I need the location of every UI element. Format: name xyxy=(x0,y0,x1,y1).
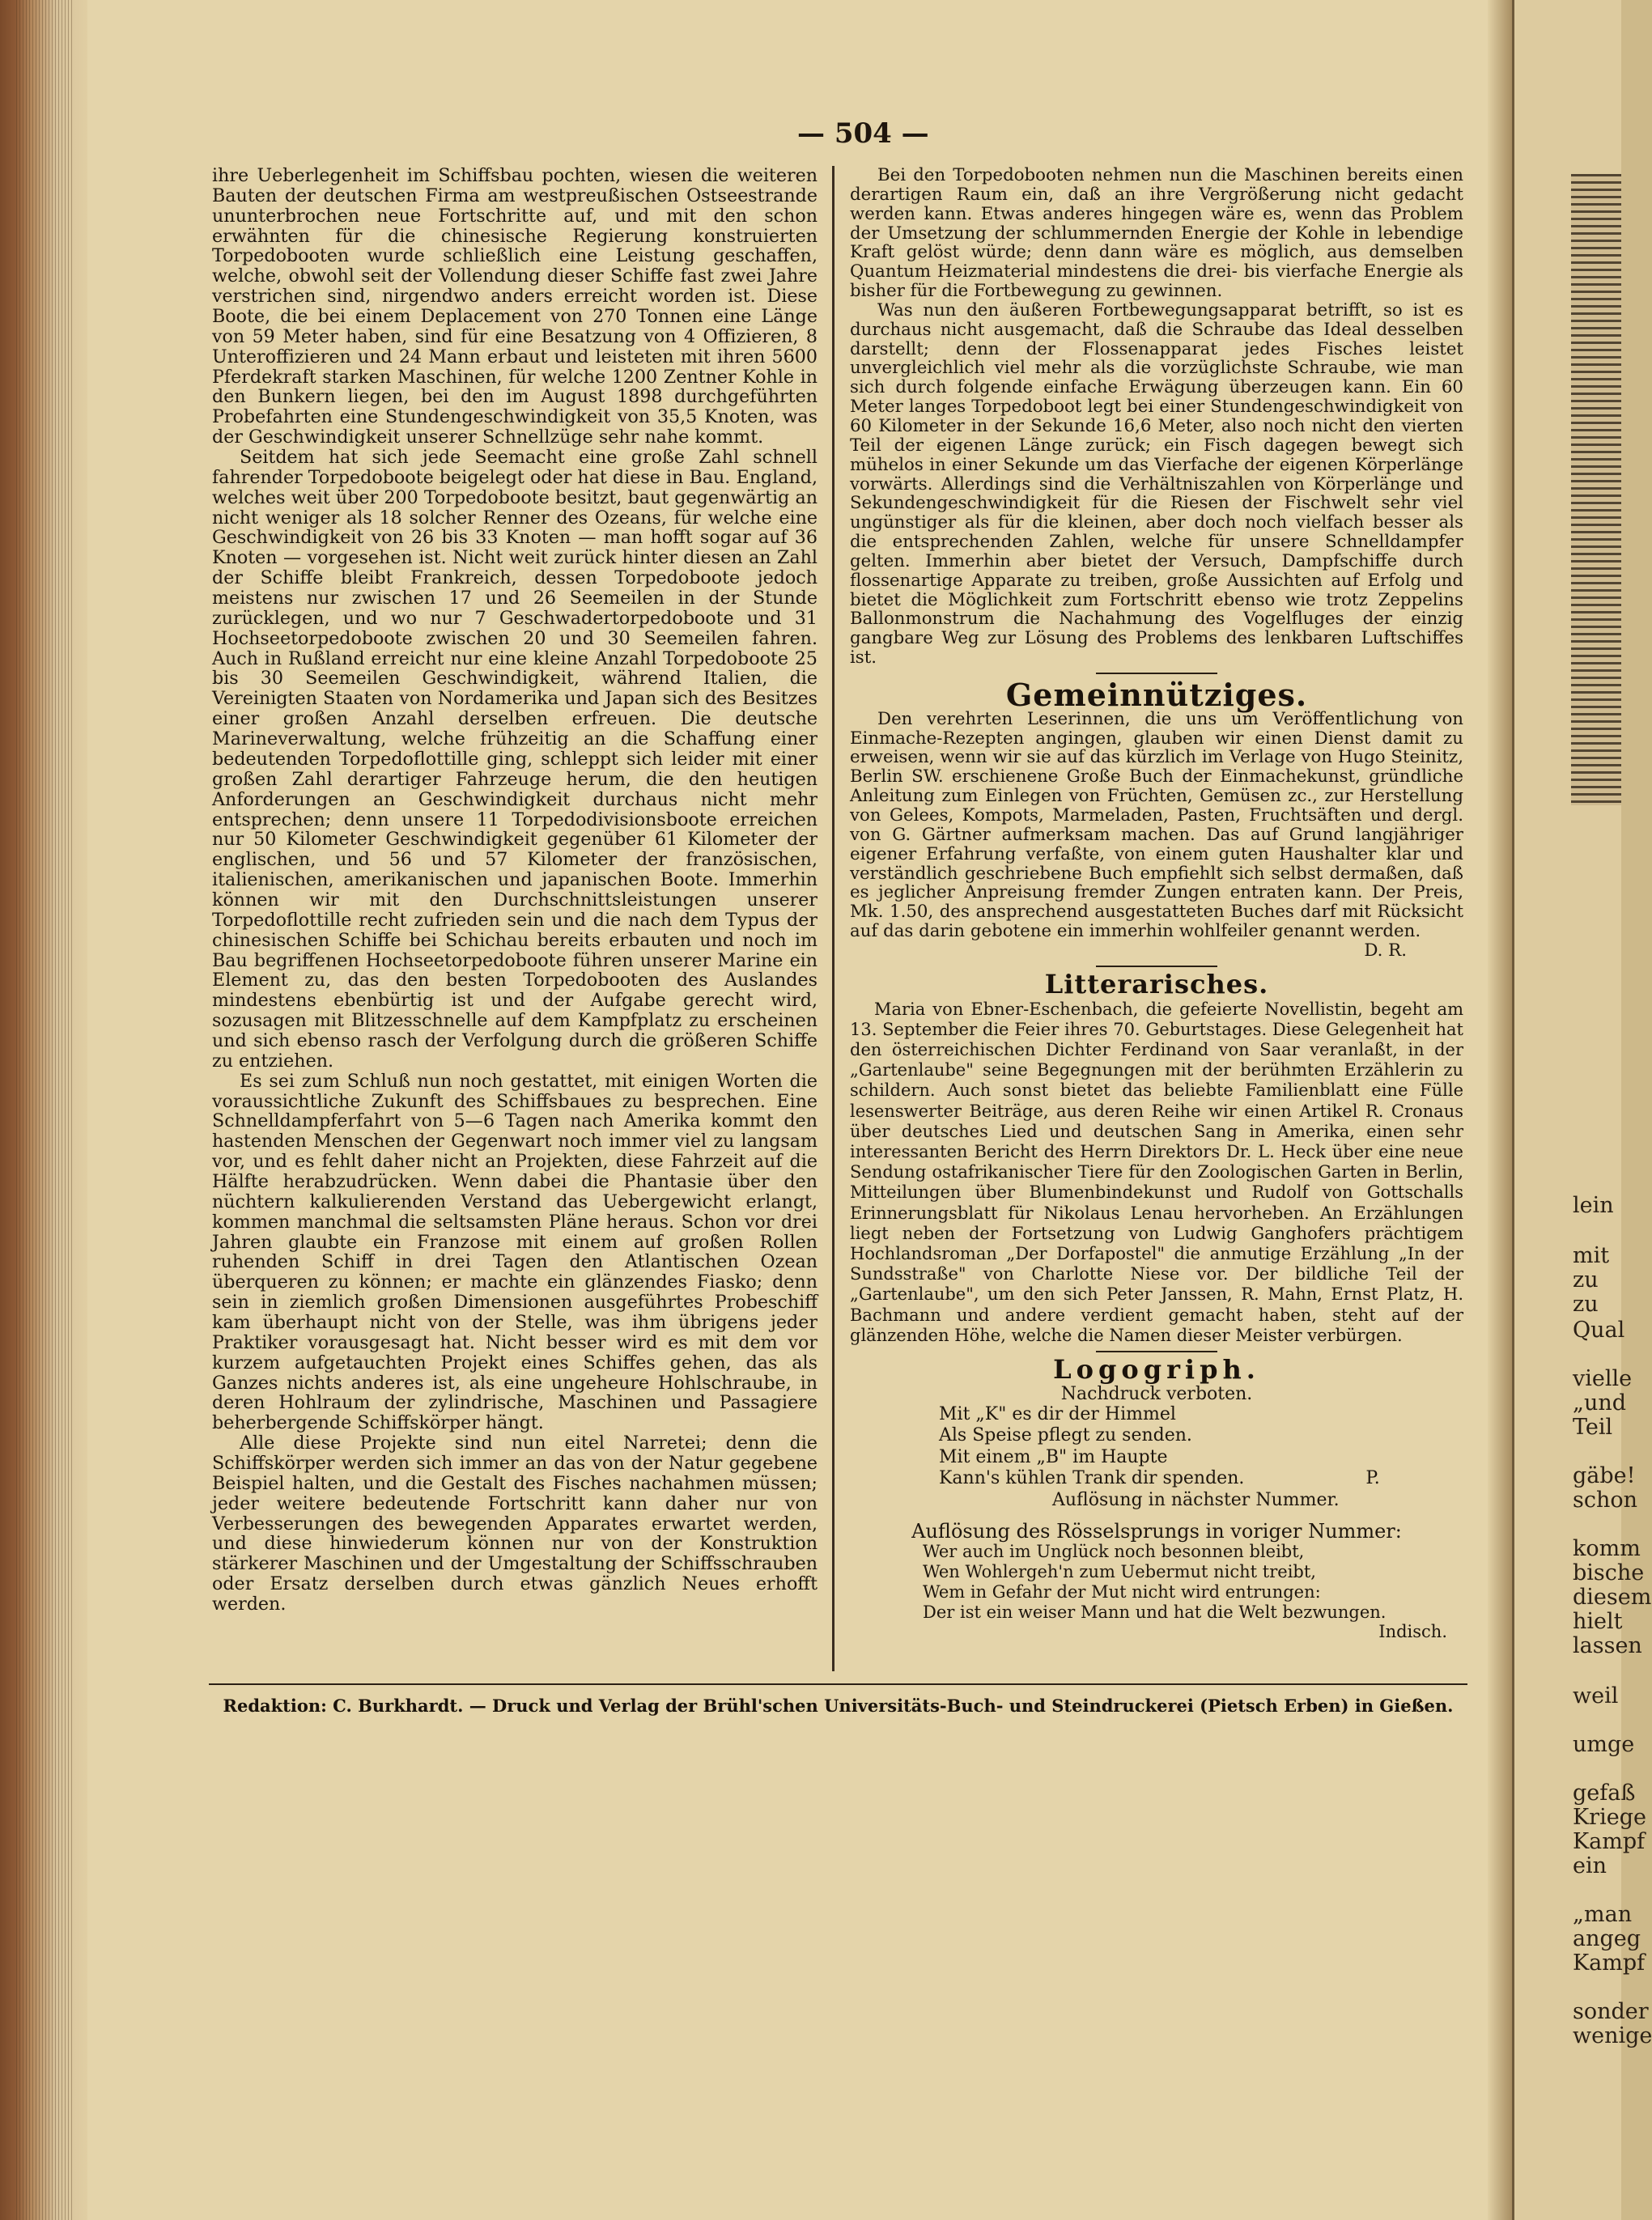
next-page-word: „und xyxy=(1573,1390,1627,1416)
next-page-word: schon xyxy=(1573,1488,1638,1513)
next-page-word: sonder xyxy=(1573,1999,1649,2024)
poem-line: Wen Wohlergeh'n zum Uebermut nicht treibt, xyxy=(923,1562,1316,1582)
section-rule xyxy=(1096,673,1217,674)
imprint-footer: Redaktion: C. Burkhardt. — Druck und Verlag der Brühl'schen Universitäts-Buch- und Steindruckerei (Pietsch Erben) in Gießen. xyxy=(223,1696,1454,1716)
next-page-word: bische xyxy=(1573,1560,1645,1585)
next-page-word: vielle xyxy=(1573,1366,1633,1391)
next-page-word: ein xyxy=(1573,1853,1607,1878)
next-page-word: Qual xyxy=(1573,1318,1625,1343)
paragraph: ihre Ueberlegenheit im Schiffsbau pochten, wiesen die weiteren Bauten der deutschen Firma am westpreußischen Ostseestrande ununterbrochen neue Fortschritte auf, und mit den schon erwähnten für die chinesische Regierung konstruierten Torpedobooten wurde schließlich eine Leistung geschaffen, welche, obwohl seit der Vollendung dieser Schiffe fast zwei Jahre verstrichen sind, nirgendwo anders erreicht worden ist. Diese Boote, die bei einem Deplacement von 270 Tonnen eine Länge von 59 Meter haben, sind für eine Besatzung von 4 Offizieren, 8 Unteroffizieren und 24 Mann erbaut und leisteten mit ihren 5600 Pferdekraft starken Maschinen, für welche 1200 Zentner Kohle in den Bunkern liegen, bei den im August 1898 durchgeführten Probefahrten eine Stundengeschwindigkeit von 35,5 Knoten, was der Geschwindigkeit unserer Schnellzüge sehr nahe kommt. xyxy=(212,165,818,448)
book-spine-left xyxy=(0,0,87,2220)
poem-line: Wer auch im Unglück noch besonnen bleibt, xyxy=(923,1542,1305,1562)
reprint-note: Nachdruck verboten. xyxy=(1060,1383,1253,1404)
solution-author: Indisch. xyxy=(1378,1622,1447,1642)
signature: D. R. xyxy=(1364,940,1407,961)
next-page-word: gäbe! xyxy=(1573,1463,1636,1488)
paragraph: Seitdem hat sich jede Seemacht eine große Zahl schnell fahrender Torpedoboote beigelegt oder hat diese in Bau. England, welches weit über 200 Torpedoboote besitzt, baut gegenwärtig an nicht weniger als 18 solcher Renner des Ozeans, für welche eine Geschwindigkeit von 26 bis 33 Knoten — man hofft sogar auf 36 Knoten — vorgesehen ist. Nicht weit zurück hinter diesen an Zahl der Schiffe bleibt Frankreich, dessen Torpedoboote jedoch meistens nur zwischen 17 und 26 Seemeilen in der Stunde zurücklegen, und wo nur 7 Geschwadertorpedoboote und 31 Hochseetorpedoboote zwischen 20 und 30 Seemeilen fahren. Auch in Rußland erreicht nur eine kleine Anzahl Torpedoboote 25 bis 30 Seemeilen Geschwindigkeit, während Italien, die Vereinigten Staaten von Nordamerika und Japan sich des Besitzes einer großen Anzahl derselben erfreuen. Die deutsche Marineverwaltung, welche frühzeitig an die Schaffung einer bedeutenden Torpedoflottille ging, schleppt sich leider mit einer großen Zahl derartiger Fahrzeuge herum, die den heutigen Anforderungen an Geschwindigkeit durchaus nicht mehr entsprechen; denn unsere 11 Torpedodivisionsboote erreichen nur 50 Kilometer Geschwindigkeit gegenüber 61 Kilometer der englischen, und 56 und 57 Kilometer der französischen, italienischen, amerikanischen und japanischen Boote. Immerhin können wir mit den Durchschnittsleistungen unserer Torpedoflottille recht zufrieden sein und die nach dem Typus der chinesischen Schiffe bei Schichau bereits erbauten und noch im Bau begriffenen Hochseetorpedoboote führen unserer Marine ein Element zu, das den besten Torpedobooten des Auslandes mindestens ebenbürtig ist und der Aufgabe gerecht wird, sozusagen mit Blitzesschnelle auf dem Kampfplatz zu erscheinen und sich ebenso rasch der Verfolgung durch die größeren Schiffe zu entziehen. xyxy=(212,447,818,1072)
paragraph: Es sei zum Schluß nun noch gestattet, mit einigen Worten die voraussichtliche Zukunft des Schiffsbaues zu besprechen. Eine Schnelldampferfahrt von 5—6 Tagen nach Amerika kommt den hastenden Menschen der Gegenwart noch immer viel zu langsam vor, und es fehlt daher nicht an Projekten, diese Fahrzeit auf die Hälfte herabzudrücken. Wenn dabei die Phantasie über den nüchtern kalkulierenden Verstand das Uebergewicht erlangt, kommen manchmal die seltsamsten Pläne heraus. Schon vor drei Jahren glaubte ein Franzose mit einem auf großen Rollen ruhenden Schiff in drei Tagen den Atlantischen Ozean überqueren zu können; er machte ein glänzendes Fiasko; denn sein in ziemlich großen Dimensionen ausgeführtes Probeschiff kam überhaupt nicht von der Stelle, was ihm übrigens jeder Praktiker vorausgesagt hat. Nicht besser wird es mit dem vor kurzem aufgetauchten Projekt eines Schiffes gehen, das als Ganzes nichts anderes ist, als eine ungeheure Hohlschraube, in deren Hohlraum der zylindrische, Maschinen und Passagiere beherbergende Schiffskörper hängt. xyxy=(212,1070,818,1434)
next-page-word: Teil xyxy=(1573,1415,1613,1440)
next-page-word: komm xyxy=(1573,1536,1641,1561)
section-title-gemeinnuetziges: Gemeinnütziges. xyxy=(1005,676,1308,713)
next-page-word: diesem xyxy=(1573,1585,1652,1610)
poem-line: Wem in Gefahr der Mut nicht wird entrungen: xyxy=(923,1582,1321,1602)
paragraph: Was nun den äußeren Fortbewegungsapparat betrifft, so ist es durchaus nicht ausgemacht, daß die Schraube das Ideal desselben darstellt; denn der Flossenapparat jedes Fisches leistet unvergleichlich viel mehr als die vorzüglichste Schraube, wie man sich durch folgende einfache Erwägung überzeugen kann. Ein 60 Meter langes Torpedoboot legt bei einer Stundengeschwindigkeit von 60 Kilometer in der Sekunde 16,6 Meter, also noch nicht den vierten Teil der eigenen Länge zurück; ein Fisch dagegen bewegt sich mühelos in einer Sekunde um das Vierfache der eigenen Körperlänge vorwärts. Allerdings sind die Verhältniszahlen von Körperlänge und Sekundengeschwindigkeit für die Riesen der Fischwelt sehr viel ungünstiger als für die kleinen, aber doch noch vielfach besser als die entsprechenden Zahlen, welche für unsere Schnelldampfer gelten. Immerhin aber bietet der Versuch, Dampfschiffe durch flossenartige Apparate zu treiben, große Aussichten auf Erfolg und bietet die Möglichkeit zum Fortschritt ebenso wie trotz Zeppelins Ballonmonstrum die Nachahmung des Vogelfluges der einzig gangbare Weg zur Lösung des Problems des lenkbaren Luftschiffes ist. xyxy=(850,299,1463,669)
paragraph: Alle diese Projekte sind nun eitel Narretei; denn die Schiffskörper werden sich immer an das von der Natur gegebene Beispiel halten, und die Gestalt des Fisches nachahmen müssen; jeder weitere bedeutende Fortschritt kann daher nur von Verbesserungen des bewegenden Apparates erwartet werden, und diese hinwiederum können nur von der Konstruktion stärkerer Maschinen und der Umgestaltung der Schiffsschrauben oder Ersatz derselben durch etwas gänzlich Neues erhofft werden. xyxy=(212,1433,818,1615)
next-page-word: umge xyxy=(1573,1732,1635,1757)
literary-notice xyxy=(850,1000,1463,1346)
next-page-word: Kampf xyxy=(1573,1829,1646,1854)
next-page-illustration xyxy=(1571,174,1621,805)
section-rule xyxy=(1096,966,1217,967)
page-edges xyxy=(16,0,73,2220)
solution-poem xyxy=(850,1542,1463,1623)
right-column xyxy=(850,166,1463,1642)
paragraph: Maria von Ebner-Eschenbach, die gefeierte Novellistin, begeht am 13. September die Feier ihres 70. Geburtstages. Diese Gelegenheit hat den österreichischen Dichter Ferdinand von Saar veranlaßt, in der „Gartenlaube" seine Begegnungen mit der berühmten Erzählerin zu schildern. Auch sonst bietet das beliebte Familienblatt eine Fülle lesenswerter Beiträge, aus deren Reihe wir einen Artikel R. Cronaus über deutsches Lied und deutschen Sang in Amerika, einen sehr interessanten Bericht des Herrn Direktors Dr. L. Heck über eine neue Sendung ostafrikanischer Tiere für den Zoologischen Garten in Berlin, Mitteilungen über Blumenbindekunst und Rudolf von Gottschalls Erinnerungsblatt für Nikolaus Lenau hervorheben. An Erzählungen liegt neben der Fortsetzung von Ludwig Ganghofers prächtigem Hochlandsroman „Der Dorfapostel" die anmutige Erzählung „In der Sundsstraße" von Charlotte Niese vor. Der bildliche Teil der „Gartenlaube", um den sich Peter Janssen, R. Mahn, Ernst Platz, H. Bachmann und andere verdient gemacht haben, steht auf der glänzenden Höhe, welche die Namen dieser Meister verbürgen. xyxy=(850,999,1463,1345)
next-page-word: lassen xyxy=(1573,1633,1642,1658)
page-number: — 504 — xyxy=(797,117,929,150)
next-page-strip xyxy=(1512,0,1652,2220)
next-page-word: weil xyxy=(1573,1683,1619,1709)
next-page-word: zu xyxy=(1573,1267,1599,1293)
next-page-word: hielt xyxy=(1573,1609,1623,1634)
section-title-logogriph: Logogriph. xyxy=(1053,1354,1260,1386)
next-page-word: zu xyxy=(1573,1292,1599,1317)
poem-line-text: Kann's kühlen Trank dir spenden. xyxy=(939,1468,1245,1489)
footer-rule xyxy=(209,1683,1467,1685)
section-rule xyxy=(1096,1351,1217,1352)
poem-line: Der ist ein weiser Mann und hat die Welt bezwungen. xyxy=(923,1602,1387,1623)
poem-line: Mit „K" es dir der Himmel xyxy=(939,1403,1176,1424)
paragraph: Den verehrten Leserinnen, die uns um Veröffentlichung von Einmache-Rezepten angingen, glauben wir einen Dienst damit zu erweisen, wenn wir sie auf das kürzlich im Verlage von Hugo Steinitz, Berlin SW. erschienene Große Buch der Einmachekunst, gründliche Anleitung zum Einlegen von Früchten, Gemüsen zc., zur Herstellung von Gelees, Kompots, Marmeladen, Pasten, Fruchtsäften und dergl. von G. Gärtner aufmerksam machen. Das auf Grund langjähriger eigener Erfahrung verfaßte, von einem guten Haushalter klar und verständlich geschriebene Buch empfiehlt sich selbst dermaßen, daß es jeglicher Anpreisung fremder Zungen entraten kann. Der Preis, Mk. 1.50, des ansprechend ausgestatteten Buches darf mit Rücksicht auf das darin gebotene ein immerhin wohlfeiler genannt werden. xyxy=(850,708,1463,942)
next-page-word: „man xyxy=(1573,1902,1633,1927)
column-divider xyxy=(832,166,834,1671)
poem-author: P. xyxy=(1365,1468,1380,1489)
next-page-word: gefaß xyxy=(1573,1781,1636,1806)
left-column xyxy=(212,166,818,1615)
riddle-poem xyxy=(850,1404,1463,1512)
next-page-word: angeg xyxy=(1573,1926,1641,1951)
answer-note: Auflösung in nächster Nummer. xyxy=(1052,1489,1340,1510)
paragraph: Bei den Torpedobooten nehmen nun die Maschinen bereits einen derartigen Raum ein, daß an ihre Vergrößerung nicht gedacht werden kann. Etwas anderes hingegen wäre es, wenn das Problem der Umsetzung der schlummernden Energie der Kohle in lebendige Kraft gelöst würde; denn dann wäre es möglich, aus demselben Quantum Heizmaterial mindestens die drei- bis vierfache Energie als bisher für die Fortbewegung zu gewinnen. xyxy=(850,165,1463,302)
poem-line: Als Speise pflegt zu senden. xyxy=(939,1425,1192,1446)
solution-title: Auflösung des Rösselsprungs in voriger Nummer: xyxy=(911,1520,1402,1543)
next-page-word: Kriege xyxy=(1573,1805,1646,1830)
section-title-litterarisches: Litterarisches. xyxy=(1044,968,1269,1000)
book-gutter xyxy=(1488,0,1512,2220)
next-page-word: Kampf xyxy=(1573,1950,1646,1976)
poem-line: Mit einem „B" im Haupte xyxy=(939,1446,1168,1467)
next-page-word: wenige xyxy=(1573,2023,1652,2048)
next-page-word: mit xyxy=(1573,1243,1610,1268)
poem-line xyxy=(939,1468,1463,1490)
next-page-word: lein xyxy=(1573,1193,1614,1218)
